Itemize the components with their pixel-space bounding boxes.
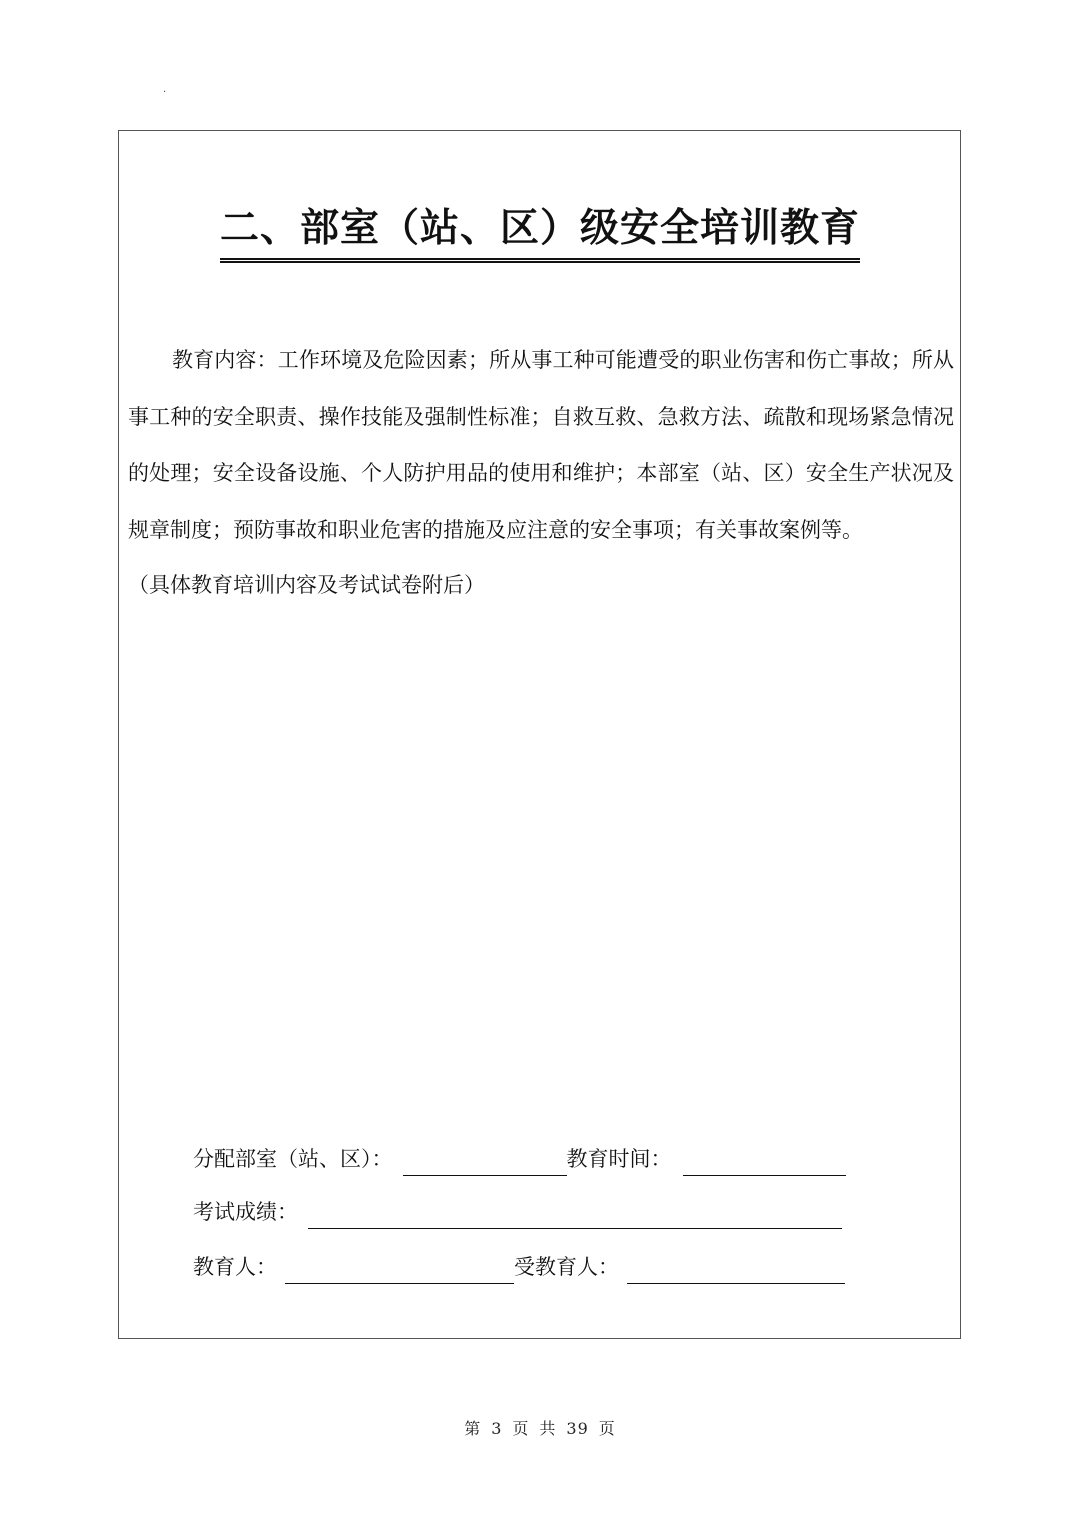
footer-suffix: 页 [598, 1419, 616, 1438]
title-container [0, 202, 1080, 263]
page-footer [0, 1416, 1080, 1439]
educator-row [193, 1250, 845, 1284]
department-time-row [193, 1142, 846, 1176]
department-label: 分配部室（站、区）： [193, 1147, 393, 1171]
footer-total-pages: 39 [566, 1419, 589, 1438]
score-field[interactable] [308, 1198, 842, 1229]
footer-prefix: 第 [464, 1419, 482, 1438]
footer-total-word: 共 [539, 1419, 557, 1438]
footer-page-word: 页 [512, 1419, 530, 1438]
footer-page-number: 3 [491, 1419, 503, 1438]
educator-label: 教育人： [193, 1255, 277, 1279]
score-row [193, 1195, 842, 1229]
trainee-field[interactable] [627, 1253, 845, 1284]
document-title: 二、部室（站、区）级安全培训教育 [220, 202, 860, 263]
corner-mark: . [163, 84, 167, 95]
attachment-note: （具体教育培训内容及考试试卷附后） [128, 573, 485, 597]
time-field[interactable] [683, 1145, 846, 1176]
trainee-label: 受教育人： [514, 1255, 619, 1279]
score-label: 考试成绩： [193, 1200, 298, 1224]
educator-field[interactable] [285, 1253, 514, 1284]
education-content: 教育内容：工作环境及危险因素；所从事工种可能遭受的职业伤害和伤亡事故；所从事工种的安全职责、操作技能及强制性标准；自救互救、急救方法、疏散和现场紧急情况的处理；安全设备设施、个人防护用品的使用和维护；本部室（站、区）安全生产状况及规章制度；预防事故和职业危害的措施及应注意的安全事项；有关事故案例等。 [128, 348, 954, 542]
time-label: 教育时间： [566, 1147, 672, 1171]
department-field[interactable] [403, 1145, 567, 1176]
